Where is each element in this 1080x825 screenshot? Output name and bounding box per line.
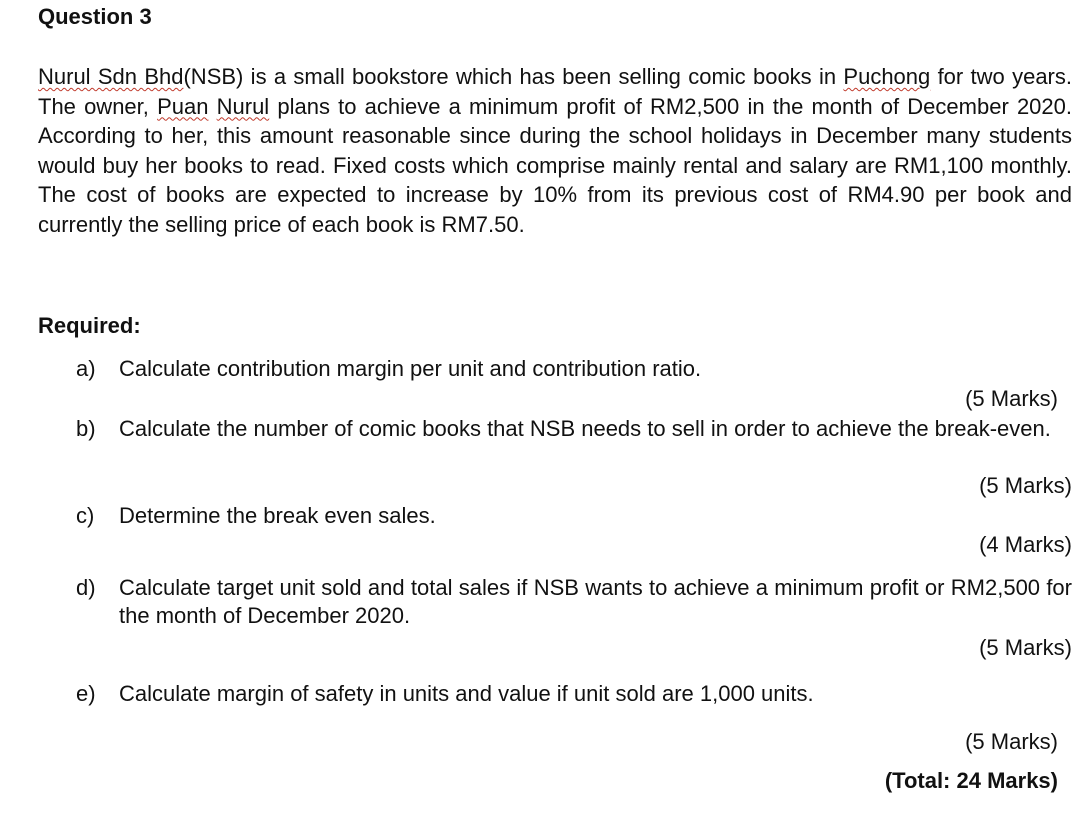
item-text-c: Determine the break even sales.: [119, 503, 436, 528]
owner-title: Puan: [157, 93, 209, 119]
intro-text-1: (NSB) is a small bookstore which has been selling comic books in: [183, 64, 844, 89]
item-marks-b: (5 Marks): [979, 473, 1072, 498]
item-letter-e: e): [76, 681, 96, 706]
item-marks-e: (5 Marks): [965, 729, 1058, 754]
item-marks-d: (5 Marks): [979, 635, 1072, 660]
item-letter-c: c): [76, 503, 95, 528]
item-text-d: Calculate target unit sold and total sales if NSB wants to achieve a minimum profit or RM2,500 for the month of December 2020.: [119, 575, 1072, 628]
intro-text-2: for two years. The owner,: [38, 64, 1072, 119]
intro-text-3: [208, 94, 216, 119]
item-text-e: Calculate margin of safety in units and value if unit sold are 1,000 units.: [119, 681, 814, 706]
company-name: Nurul Sdn Bhd: [38, 64, 184, 89]
item-letter-b: b): [76, 416, 96, 441]
question-title: Question 3: [38, 4, 152, 29]
owner-name: Nurul: [216, 93, 270, 119]
intro-text-4: plans to achieve a minimum profit of RM2,500 in the month of December 2020. According to her, this amount reasonable since during the school holidays in December many students would buy her books to read. Fixed costs which comprise mainly rental and salary are RM1,100 monthly. The cost of books are expected to increase by 10% from its previous cost of RM4.90 per book and currently the selling price of each book is RM7.50.: [38, 93, 1072, 237]
question-intro: [38, 62, 1072, 239]
item-letter-a: a): [76, 356, 96, 381]
item-marks-a: (5 Marks): [965, 386, 1058, 411]
location-name: Puchong: [843, 64, 931, 89]
required-heading: Required:: [38, 313, 141, 338]
item-text-b: Calculate the number of comic books that NSB needs to sell in order to achieve the break-even.: [119, 416, 1051, 441]
item-letter-d: d): [76, 575, 96, 600]
total-marks: (Total: 24 Marks): [884, 768, 1058, 793]
item-text-a: Calculate contribution margin per unit and contribution ratio.: [119, 356, 702, 381]
item-marks-c: (4 Marks): [979, 532, 1072, 557]
